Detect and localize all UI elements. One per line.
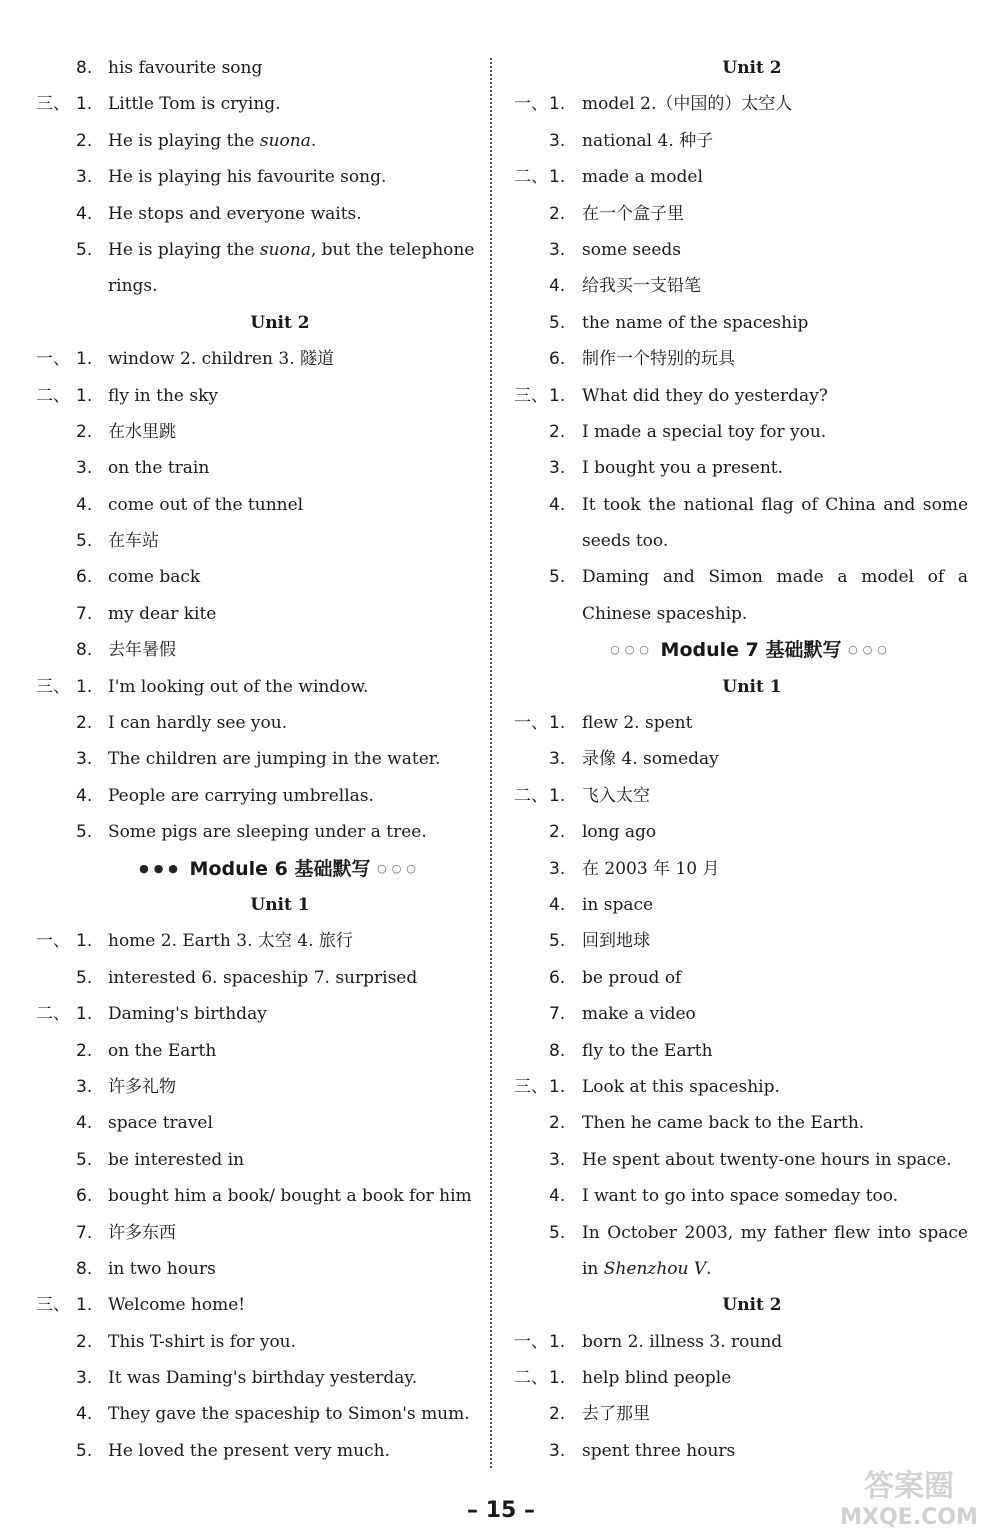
item-number: 1.	[549, 385, 566, 406]
answer-line	[0, 960, 490, 996]
item-number: 4.	[76, 1113, 93, 1134]
answer-text: his favourite song	[108, 58, 263, 78]
item-number: 1.	[76, 1004, 93, 1025]
answer-text: 在一个盒子里	[582, 203, 684, 224]
answer-text: Look at this spaceship.	[582, 1076, 780, 1097]
unit-title: Unit 1	[722, 676, 782, 697]
answer-text: the name of the spaceship	[582, 312, 809, 333]
item-number: 1.	[549, 1331, 566, 1352]
item-number: 2.	[549, 1404, 566, 1425]
answer-text: be interested in	[108, 1149, 245, 1170]
column-divider	[490, 58, 492, 1468]
section-marker: 三、	[36, 676, 70, 697]
item-number: 5.	[76, 1149, 93, 1170]
item-number: 2.	[549, 822, 566, 843]
answer-text: Welcome home!	[108, 1295, 246, 1316]
item-number: 7.	[76, 603, 93, 624]
answer-text: 在车站	[108, 531, 159, 552]
answer-text: I'm looking out of the window.	[108, 676, 369, 697]
hollow-dots-icon: ○○○	[377, 861, 421, 875]
answer-line	[0, 1287, 490, 1323]
item-number: 4.	[76, 494, 93, 515]
answer-text: What did they do yesterday?	[582, 385, 828, 406]
answer-line	[498, 741, 968, 777]
answer-text: 制作一个特别的玩具	[582, 349, 735, 370]
answer-text: my dear kite	[108, 603, 217, 624]
answer-text: It was Daming's birthday yesterday.	[108, 1368, 418, 1389]
answer-line	[498, 1033, 968, 1069]
answer-line	[0, 1396, 490, 1432]
watermark-logo	[824, 1462, 994, 1532]
answer-line	[0, 232, 490, 268]
answer-line	[498, 1396, 968, 1432]
answer-group	[498, 378, 968, 633]
item-number: 5.	[76, 822, 93, 843]
answer-group	[498, 159, 968, 377]
answer-text: The children are jumping in the water.	[108, 749, 441, 770]
item-number: 2.	[76, 713, 93, 734]
answer-line	[498, 1142, 968, 1178]
answer-text: in two hours	[108, 1258, 216, 1279]
answer-text: in space	[582, 894, 654, 915]
answer-emphasis: suona	[259, 130, 311, 151]
answer-group	[0, 923, 490, 996]
answer-line	[0, 86, 490, 122]
item-number: 1.	[549, 785, 566, 806]
item-number: 4.	[76, 785, 93, 806]
answer-text-part: .	[310, 130, 317, 151]
answer-line	[0, 705, 490, 741]
item-number: 3.	[549, 130, 566, 151]
answer-line	[0, 414, 490, 450]
item-number: 5.	[76, 239, 93, 260]
answer-line	[0, 1105, 490, 1141]
answer-text: come out of the tunnel	[108, 494, 304, 515]
answer-group	[0, 378, 490, 669]
answer-text: bought him a book/ bought a book for him	[108, 1186, 472, 1207]
answer-line	[498, 778, 968, 814]
right-column	[498, 50, 968, 1469]
answer-line	[0, 1178, 490, 1214]
watermark-top: 答案圈	[864, 1469, 954, 1504]
answer-text: I want to go into space someday too.	[582, 1186, 899, 1207]
answer-text: on the train	[108, 458, 210, 479]
answer-text: flew 2. spent	[582, 713, 693, 734]
section-marker: 二、	[36, 385, 70, 406]
unit-title: Unit 1	[250, 894, 310, 915]
section-marker: 二、	[514, 167, 548, 188]
answer-text: 许多礼物	[108, 1076, 176, 1097]
answer-text: He spent about twenty-one hours in space.	[582, 1149, 952, 1170]
answer-line	[0, 159, 490, 195]
answer-line	[0, 996, 490, 1032]
answer-text: made a model	[582, 167, 703, 188]
answer-text-part: He is playing the	[108, 239, 260, 260]
item-number: 2.	[549, 421, 566, 442]
answer-line	[0, 268, 490, 304]
answer-line	[0, 450, 490, 486]
answer-line	[0, 669, 490, 705]
answer-text: be proud of	[582, 967, 682, 988]
answer-text: Then he came back to the Earth.	[582, 1113, 865, 1134]
answer-text: Some pigs are sleeping under a tree.	[108, 822, 427, 843]
answer-group	[0, 669, 490, 851]
answer-group	[0, 1287, 490, 1469]
answer-line	[0, 196, 490, 232]
answer-line	[0, 1215, 490, 1251]
answer-line	[498, 1251, 968, 1287]
answer-line	[498, 341, 968, 377]
item-number: 6.	[76, 1186, 93, 1207]
answer-line	[498, 86, 968, 122]
answer-line	[498, 705, 968, 741]
answer-text-part: .	[706, 1258, 712, 1279]
section-marker: 二、	[514, 785, 548, 806]
answer-text: home 2. Earth 3. 太空 4. 旅行	[108, 931, 353, 952]
module-heading	[0, 851, 490, 887]
item-number: 3.	[549, 458, 566, 479]
answer-group	[0, 996, 490, 1287]
hollow-dots-icon: ○○○	[848, 643, 892, 657]
item-number: 6.	[76, 567, 93, 588]
answer-line	[0, 1069, 490, 1105]
item-number: 2.	[76, 421, 93, 442]
answer-text: He loved the present very much.	[108, 1440, 390, 1461]
answer-text	[108, 123, 316, 159]
answer-group	[498, 1324, 968, 1360]
answer-line	[498, 1324, 968, 1360]
item-number: 4.	[549, 1186, 566, 1207]
answer-line	[498, 196, 968, 232]
item-number: 1.	[76, 676, 93, 697]
answer-text-part: in	[582, 1258, 604, 1279]
answer-line	[0, 778, 490, 814]
answer-text: seeds too.	[582, 531, 669, 552]
answer-line	[498, 851, 968, 887]
answer-line	[498, 596, 968, 632]
section-marker: 二、	[514, 1368, 548, 1389]
answer-line	[498, 523, 968, 559]
item-number: 1.	[76, 349, 93, 370]
watermark-bottom: MXQE.COM	[840, 1505, 978, 1530]
answer-text: long ago	[582, 822, 657, 843]
item-number: 3.	[76, 458, 93, 479]
item-number: 1.	[76, 385, 93, 406]
answer-text: make a video	[582, 1004, 696, 1025]
answer-group	[498, 1069, 968, 1287]
item-number: 8.	[76, 58, 93, 78]
answer-line	[0, 1433, 490, 1469]
answer-text: 回到地球	[582, 931, 650, 952]
answer-text: 给我买一支铅笔	[582, 276, 701, 297]
filled-dots-icon: ●●●	[139, 861, 183, 875]
answer-line	[498, 1215, 968, 1251]
answer-line	[498, 814, 968, 850]
unit-title: Unit 2	[722, 58, 782, 78]
answer-text: 许多东西	[108, 1222, 176, 1243]
answer-line	[498, 159, 968, 195]
item-number: 3.	[76, 167, 93, 188]
section-marker: 二、	[36, 1004, 70, 1025]
answer-text: 在 2003 年 10 月	[582, 858, 720, 879]
section-marker: 一、	[514, 713, 548, 734]
answer-line	[0, 1324, 490, 1360]
section-marker: 一、	[36, 349, 70, 370]
answer-line	[0, 1360, 490, 1396]
answer-text: on the Earth	[108, 1040, 217, 1061]
item-number: 5.	[549, 931, 566, 952]
answer-group	[0, 341, 490, 377]
answer-text: space travel	[108, 1113, 213, 1134]
answer-line	[498, 887, 968, 923]
answer-line	[0, 1142, 490, 1178]
answer-line	[0, 523, 490, 559]
item-number: 1.	[549, 94, 566, 115]
answer-text: Daming's birthday	[108, 1004, 267, 1025]
section-marker: 三、	[36, 1295, 70, 1316]
answer-line	[0, 596, 490, 632]
answer-line	[0, 632, 490, 668]
item-number: 6.	[549, 349, 566, 370]
answer-text: 去了那里	[582, 1404, 650, 1425]
item-number: 8.	[549, 1040, 566, 1061]
answer-line	[498, 378, 968, 414]
answer-text: model 2.（中国的）太空人	[582, 94, 793, 115]
item-number: 5.	[76, 531, 93, 552]
answer-text: rings.	[108, 276, 158, 297]
item-number: 4.	[549, 894, 566, 915]
answer-line	[498, 305, 968, 341]
item-number: 1.	[76, 94, 93, 115]
answer-line	[0, 123, 490, 159]
item-number: 5.	[76, 967, 93, 988]
unit-title: Unit 2	[722, 1295, 782, 1316]
item-number: 3.	[549, 239, 566, 260]
item-number: 4.	[76, 1404, 93, 1425]
answer-text: help blind people	[582, 1368, 732, 1389]
item-number: 4.	[549, 494, 566, 515]
section-marker: 三、	[36, 94, 70, 115]
item-number: 3.	[549, 1149, 566, 1170]
answer-text-part: , but the telephone	[310, 239, 475, 260]
answer-line	[0, 1033, 490, 1069]
answer-line	[498, 123, 968, 159]
answer-line	[0, 814, 490, 850]
left-column	[0, 50, 490, 1469]
answer-line	[0, 1251, 490, 1287]
answer-text: spent three hours	[582, 1440, 736, 1461]
answer-text: fly to the Earth	[582, 1040, 713, 1061]
answer-line	[0, 559, 490, 595]
section-marker: 一、	[36, 931, 70, 952]
answer-line	[498, 487, 968, 523]
item-number: 7.	[549, 1004, 566, 1025]
answer-text: I can hardly see you.	[108, 713, 288, 734]
item-number: 1.	[76, 1295, 93, 1316]
answer-text: national 4. 种子	[582, 130, 714, 151]
answer-text: Chinese spaceship.	[582, 603, 748, 624]
answer-text: Little Tom is crying.	[108, 94, 281, 115]
item-number: 3.	[549, 1440, 566, 1461]
answer-text: born 2. illness 3. round	[582, 1331, 783, 1352]
answer-text: fly in the sky	[108, 385, 219, 406]
answer-line	[0, 378, 490, 414]
answer-text: window 2. children 3. 隧道	[108, 349, 335, 370]
answer-text: 飞入太空	[582, 785, 650, 806]
section-marker: 三、	[514, 1076, 548, 1097]
item-number: 8.	[76, 1258, 93, 1279]
item-number: 1.	[549, 1076, 566, 1097]
answer-text: come back	[108, 567, 201, 588]
item-number: 4.	[76, 203, 93, 224]
answer-line	[0, 487, 490, 523]
answer-line	[0, 50, 490, 86]
item-number: 3.	[76, 1076, 93, 1097]
answer-text: Daming and Simon made a model of a	[582, 567, 968, 588]
item-number: 7.	[76, 1222, 93, 1243]
answer-line	[498, 923, 968, 959]
hollow-dots-icon: ○○○	[610, 643, 654, 657]
module-title: Module 6 基础默写	[189, 857, 371, 880]
section-marker: 一、	[514, 1331, 548, 1352]
answer-text: 去年暑假	[108, 640, 176, 661]
answer-line	[498, 996, 968, 1032]
item-number: 3.	[76, 749, 93, 770]
item-number: 5.	[76, 1440, 93, 1461]
answer-text: It took the national flag of China and some	[582, 494, 968, 515]
section-marker: 三、	[514, 385, 548, 406]
answer-text: He is playing his favourite song.	[108, 167, 387, 188]
answer-emphasis: Shenzhou V	[603, 1258, 707, 1279]
answer-text-part: He is playing the	[108, 130, 260, 151]
answer-group	[498, 86, 968, 159]
item-number: 6.	[549, 967, 566, 988]
answer-text: People are carrying umbrellas.	[108, 785, 374, 806]
answer-group	[498, 705, 968, 778]
answer-text: some seeds	[582, 239, 681, 260]
answer-text: He stops and everyone waits.	[108, 203, 362, 224]
page-number: – 15 –	[467, 1498, 535, 1523]
item-number: 8.	[76, 640, 93, 661]
item-number: 4.	[549, 276, 566, 297]
answer-text	[582, 1251, 712, 1287]
item-number: 2.	[76, 1040, 93, 1061]
item-number: 2.	[549, 1113, 566, 1134]
item-number: 5.	[549, 312, 566, 333]
answer-line	[0, 923, 490, 959]
answer-text: This T-shirt is for you.	[108, 1331, 297, 1352]
answer-line	[498, 232, 968, 268]
answer-line	[0, 741, 490, 777]
answer-line	[0, 341, 490, 377]
item-number: 1.	[549, 713, 566, 734]
answer-text: 录像 4. someday	[582, 749, 719, 770]
item-number: 3.	[549, 858, 566, 879]
answer-group	[0, 50, 490, 86]
item-number: 1.	[549, 167, 566, 188]
item-number: 2.	[76, 130, 93, 151]
item-number: 5.	[549, 1222, 566, 1243]
item-number: 3.	[549, 749, 566, 770]
answer-line	[498, 414, 968, 450]
item-number: 1.	[549, 1368, 566, 1389]
answer-group	[498, 778, 968, 1069]
answer-text: I bought you a present.	[582, 458, 784, 479]
module-heading	[498, 632, 968, 668]
section-marker: 一、	[514, 94, 548, 115]
answer-line	[498, 1178, 968, 1214]
answer-group	[498, 1360, 968, 1469]
answer-text: In October 2003, my father flew into space	[582, 1222, 968, 1243]
item-number: 3.	[76, 1368, 93, 1389]
answer-line	[498, 450, 968, 486]
answer-text: They gave the spaceship to Simon's mum.	[108, 1404, 470, 1425]
answer-text	[108, 232, 474, 268]
answer-text: interested 6. spaceship 7. surprised	[108, 967, 418, 988]
item-number: 2.	[549, 203, 566, 224]
answer-line	[498, 559, 968, 595]
answer-group	[0, 86, 490, 304]
answer-emphasis: suona	[259, 239, 311, 260]
unit-title: Unit 2	[250, 312, 310, 333]
item-number: 5.	[549, 567, 566, 588]
module-title: Module 7 基础默写	[660, 639, 842, 662]
answer-text: 在水里跳	[108, 421, 176, 442]
answer-line	[498, 268, 968, 304]
answer-text: I made a special toy for you.	[582, 421, 827, 442]
answer-line	[498, 1069, 968, 1105]
item-number: 2.	[76, 1331, 93, 1352]
item-number: 1.	[76, 931, 93, 952]
answer-line	[498, 1360, 968, 1396]
answer-line	[498, 1105, 968, 1141]
answer-line	[498, 960, 968, 996]
